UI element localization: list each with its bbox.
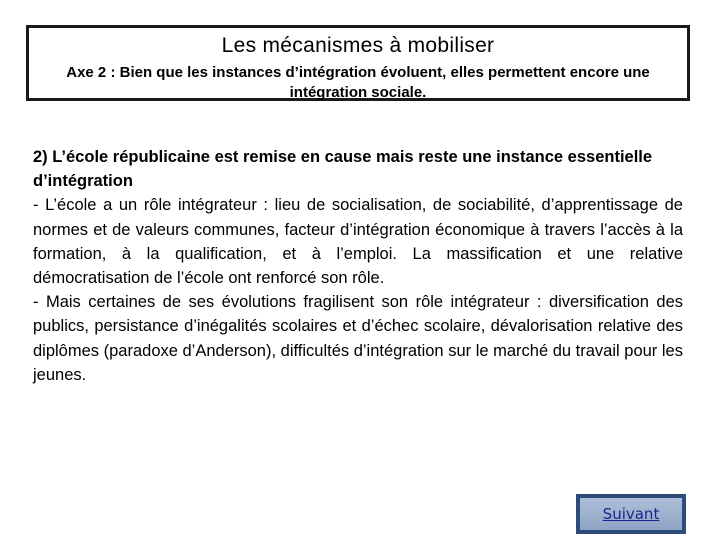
next-button-label[interactable]: Suivant: [602, 505, 660, 523]
slide-header-box: [26, 25, 690, 101]
slide-content: [33, 145, 683, 387]
slide-title: Les mécanismes à mobiliser: [221, 34, 495, 57]
paragraph-role-integrateur: - L’école a un rôle intégrateur : lieu de socialisation, de sociabilité, d’apprentissage de normes et de valeurs communes, facteur d’intégration économique à travers l’accès à la formation, à la qualification, et à l’emploi. La massification et une relative démocratisation de l’école ont renforcé son rôle.: [33, 196, 683, 288]
paragraph-evolutions: - Mais certaines de ses évolutions fragilisent son rôle intégrateur : diversification des publics, persistance d’inégalités scolaires et d’échec scolaire, dévalorisation relative des diplômes (paradoxe d’Anderson), difficultés d’intégration sur le marché du travail pour les jeunes.: [33, 293, 683, 384]
section-heading: 2) L’école républicaine est remise en cause mais reste une instance essentielle d’intégration: [33, 148, 653, 191]
slide-subtitle: Axe 2 : Bien que les instances d’intégration évoluent, elles permettent encore une intégration sociale.: [66, 64, 650, 101]
next-button[interactable]: [576, 494, 686, 534]
